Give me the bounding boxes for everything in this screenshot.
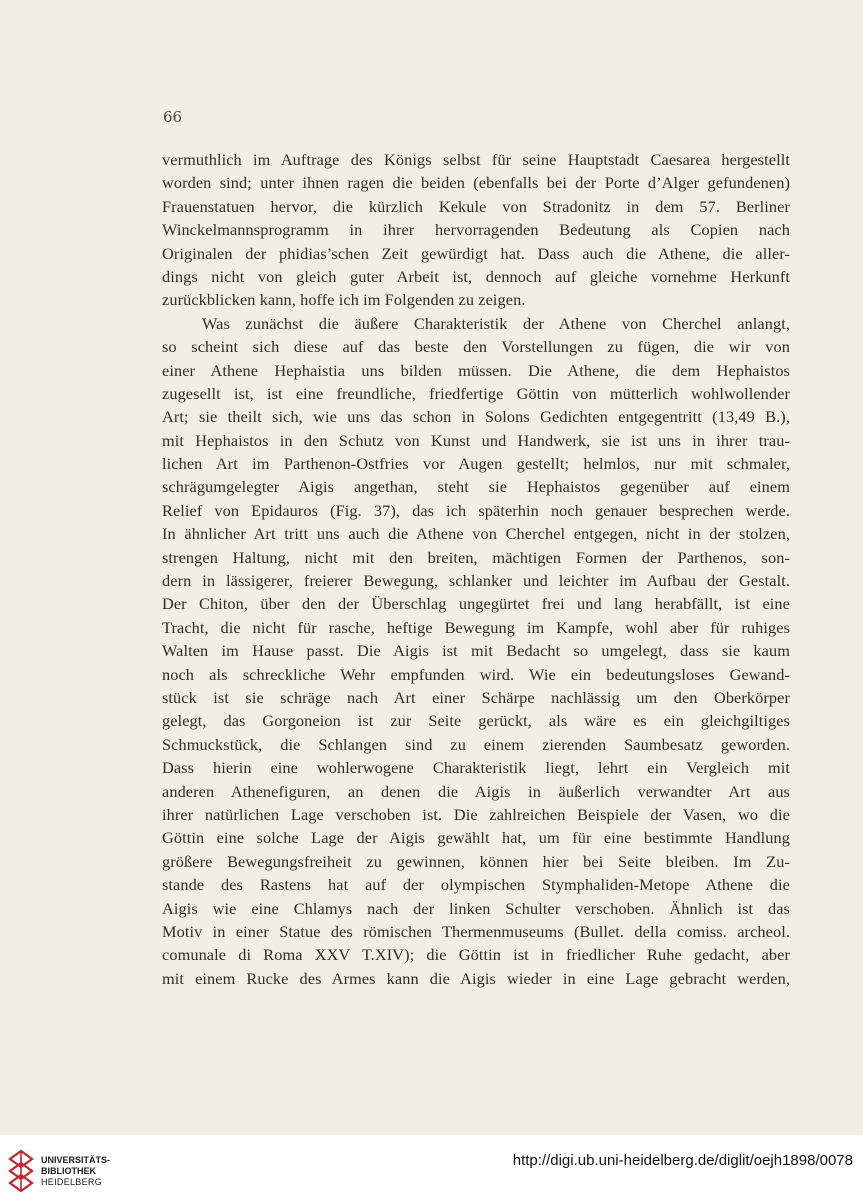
text-line: anderen Athenefiguren, an denen die Aigis in äußerlich verwandter Art aus (162, 781, 790, 801)
text-line: mit Hephaistos in den Schutz von Kunst und Handwerk, sie ist uns in ihrer trau- (162, 430, 790, 450)
body-text (162, 148, 790, 990)
text-line: Art; sie theilt sich, wie uns das schon in Solons Gedichten entgegentritt (13,49 B.), (162, 407, 790, 427)
library-name-line3: HEIDELBERG (41, 1177, 103, 1187)
text-line: Relief von Epidauros (Fig. 37), das ich späterhin noch genauer besprechen werde. (162, 500, 790, 520)
page-number: 66 (163, 108, 183, 126)
text-line: größere Bewegungsfreiheit zu gewinnen, können hier bei Seite bleiben. Im Zu- (162, 851, 790, 871)
text-line: worden sind; unter ihnen ragen die beiden (ebenfalls bei der Porte d’Alger gefundenen) (162, 173, 790, 193)
text-line: mit einem Rucke des Armes kann die Aigis wieder in eine Lage gebracht werden, (162, 968, 790, 988)
library-name-line1: UNIVERSITÄTS- (41, 1155, 111, 1165)
text-line: Frauenstatuen hervor, die kürzlich Kekule von Stradonitz in dem 57. Berliner (162, 196, 790, 216)
text-line: ihrer natürlichen Lage verschoben ist. Die zahlreichen Beispiele der Vasen, wo die (162, 804, 790, 824)
text-line: Der Chiton, über den der Überschlag ungegürtet frei und lang herabfällt, ist eine (162, 594, 790, 614)
text-line: schrägumgelegter Aigis angethan, steht sie Hephaistos gegenüber auf einem (162, 477, 790, 497)
footer-bar (0, 1135, 863, 1204)
library-logo (8, 1149, 118, 1197)
text-line: zugesellt ist, ist eine freundliche, friedfertige Göttin von mütterlich wohlwollender (162, 383, 790, 403)
text-line: Motiv in einer Statue des römischen Thermenmuseums (Bullet. della comiss. archeol. (162, 921, 790, 941)
source-url-link[interactable]: http://digi.ub.uni-heidelberg.de/diglit/oejh1898/0078 (512, 1152, 853, 1169)
text-line: Aigis wie eine Chlamys nach der linken Schulter verschoben. Ähnlich ist das (162, 898, 790, 918)
library-emblem-icon (8, 1149, 34, 1193)
library-name-line2: BIBLIOTHEK (41, 1166, 96, 1176)
text-line: so scheint sich diese auf das beste den Vorstellungen zu fügen, die wir von (162, 337, 790, 357)
text-line: Winckelmannsprogramm in ihrer hervorragenden Bedeutung als Copien nach (162, 220, 790, 240)
text-line: stück ist sie schräge nach Art einer Schärpe nachlässig um den Oberkörper (162, 687, 790, 707)
text-line: Dass hierin eine wohlerwogene Charakteristik liegt, lehrt ein Vergleich mit (162, 758, 790, 778)
text-line: stande des Rastens hat auf der olympischen Stymphaliden-Metope Athene die (162, 875, 790, 895)
text-line: dern in lässigerer, freierer Bewegung, schlanker und leichter im Aufbau der Gestalt. (162, 571, 790, 591)
text-line: strengen Haltung, nicht mit den breiten, mächtigen Formen der Parthenos, son- (162, 547, 790, 567)
text-line: gelegt, das Gorgoneion ist zur Seite gerückt, als wäre es ein gleichgiltiges (162, 711, 790, 731)
text-line: Walten im Hause passt. Die Aigis ist mit Bedacht so umgelegt, dass sie kaum (162, 641, 790, 661)
text-line: vermuthlich im Auftrage des Königs selbst für seine Hauptstadt Caesarea hergestellt (162, 150, 790, 169)
text-line: Göttin eine solche Lage der Aigis gewählt hat, um für eine bestimmte Handlung (162, 828, 790, 848)
text-line: einer Athene Hephaistia uns bilden müssen. Die Athene, die dem Hephaistos (162, 360, 790, 380)
text-line: lichen Art im Parthenon-Ostfries vor Augen gestellt; helmlos, nur mit schmaler, (162, 454, 790, 474)
text-line: dings nicht von gleich guter Arbeit ist, dennoch auf gleiche vornehme Herkunft (162, 266, 790, 286)
text-line: noch als schreckliche Wehr empfunden wird. Wie ein bedeutungsloses Gewand- (162, 664, 790, 684)
text-line: Originalen der phidias’schen Zeit gewürdigt hat. Dass auch die Athene, die aller- (162, 243, 790, 263)
text-line: Tracht, die nicht für rasche, heftige Bewegung im Kampfe, wohl aber für ruhiges (162, 617, 790, 637)
text-line: comunale di Roma XXV T.XIV); die Göttin ist in friedlicher Ruhe gedacht, aber (162, 945, 790, 965)
text-line: zurückblicken kann, hoffe ich im Folgenden zu zeigen. (162, 290, 526, 310)
text-line: Was zunächst die äußere Charakteristik der Athene von Cherchel anlangt, (202, 313, 790, 333)
library-name (41, 1155, 110, 1188)
text-line: Schmuckstück, die Schlangen sind zu einem zierenden Saumbesatz geworden. (162, 734, 790, 754)
text-line: In ähnlicher Art tritt uns auch die Athene von Cherchel entgegen, nicht in der stolzen, (162, 524, 790, 544)
